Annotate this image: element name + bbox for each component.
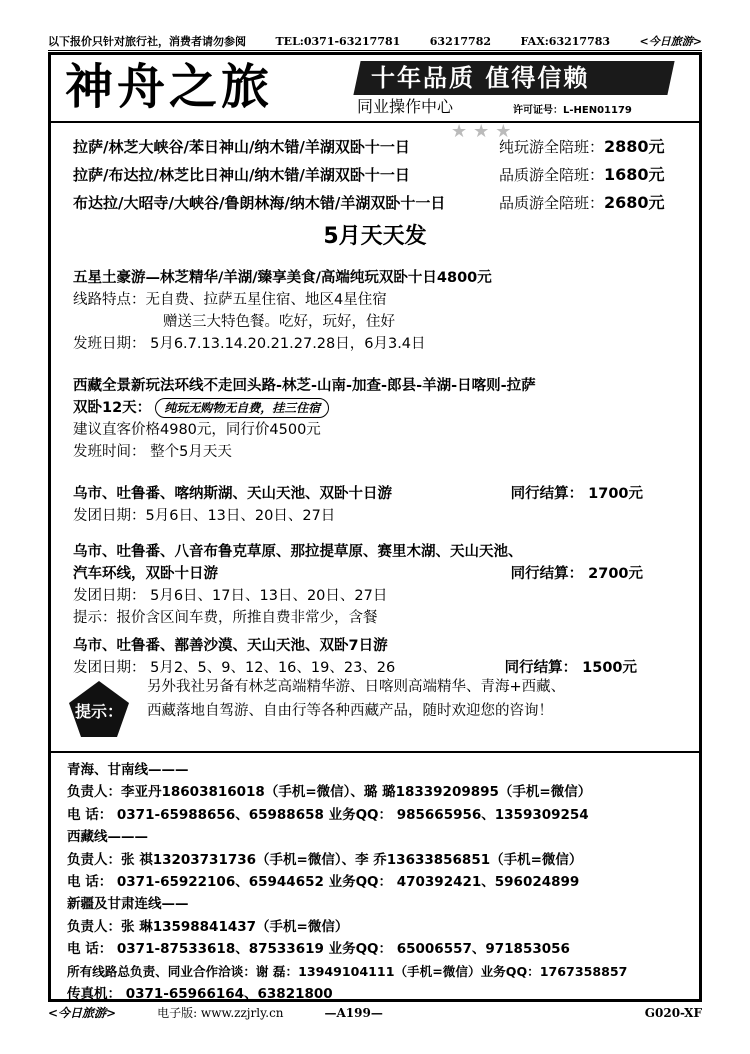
tel-text: TEL:0371-63217781: [275, 34, 401, 48]
xj2-dates: 发团日期： 5月6日、17日、13日、20日、27日: [73, 588, 388, 604]
notice-text: 以下报价只针对旅行社，消费者请勿参阅: [48, 35, 246, 48]
slogan-banner: [353, 61, 674, 95]
star-decoration-icon: ★★★: [451, 121, 518, 142]
loop-dates: 发班时间： 整个5月天天: [73, 444, 232, 460]
xinjiang-tour-1: [73, 483, 683, 527]
loop-badge: 纯玩无购物无自费，挂三住宿: [155, 398, 329, 418]
luxury-tour: [73, 267, 683, 355]
tip-box: [67, 673, 687, 747]
contact-line: 西藏线———: [67, 829, 148, 846]
license-number: 许可证号：L-HEN01179: [513, 105, 632, 116]
xj2-tip: 提示：报价含区间车费，所推自费非常少，含餐: [73, 610, 378, 626]
luxury-feature: 线路特点：无自费、拉萨五星住宿、地区4星住宿: [73, 292, 387, 308]
top-bar: [48, 32, 702, 51]
tip-line: 另外我社另备有林芝高端精华游、日喀则高端精华、青海+西藏、: [147, 679, 566, 695]
loop-price: 建议直客价格4980元，同行价4500元: [73, 422, 321, 438]
footer: [48, 1004, 702, 1021]
tip-line: 西藏落地自驾游、自由行等各种西藏产品，随时欢迎您的咨询！: [147, 703, 553, 719]
footer-site: 电子版: www.zzjrly.cn: [157, 1006, 284, 1020]
contact-line: 电 话： 0371-65988656、65988658 业务QQ： 985665956、1359309254: [67, 806, 589, 823]
loop-title-2: 双卧12天：: [73, 400, 152, 416]
tibet-routes: [73, 133, 683, 217]
tip-text: [147, 675, 687, 723]
operation-center: 同业操作中心: [357, 97, 454, 116]
xinjiang-tour-2: [73, 541, 683, 629]
luxury-dates: 发班日期： 5月6.7.13.14.20.21.27.28日，6月3.4日: [73, 336, 426, 352]
contact-line: 负责人：李亚丹18603816018（手机=微信）、璐 璐18339209895（手机=微信）: [67, 784, 592, 801]
slogan-text: 十年品质 值得信赖: [371, 64, 590, 92]
luxury-feature-2: 赠送三大特色餐。吃好，玩好，住好: [163, 314, 395, 330]
route-name: 拉萨/布达拉/林芝比日神山/纳木错/羊湖双卧十一日: [73, 166, 410, 184]
contact-line: 新疆及甘肃连线——: [67, 896, 189, 913]
publication-brand: <今日旅游>: [639, 35, 702, 48]
xj1-title: 乌市、吐鲁番、喀纳斯湖、天山天池、双卧十日游: [73, 486, 392, 502]
xj1-price: 同行结算： 1700元: [510, 486, 643, 502]
xj2-price: 同行结算： 2700元: [510, 566, 643, 582]
fax-text: FAX:63217783: [520, 34, 611, 48]
route-name: 拉萨/林芝大峡谷/苯日神山/纳木错/羊湖双卧十一日: [73, 138, 410, 156]
route-price: 纯玩游全陪班：2880元: [499, 137, 665, 156]
contact-line: 电 话： 0371-65922106、65944652 业务QQ： 470392421、596024899: [67, 874, 580, 891]
xj2-title-2: 汽车环线，双卧十日游: [73, 566, 218, 582]
xj3-dates: 发团日期： 5月2、5、9、12、16、19、23、26: [73, 660, 396, 676]
xj3-price: 同行结算： 1500元: [504, 660, 637, 676]
tel2-text: 63217782: [429, 34, 492, 48]
contact-line: 青海、甘南线———: [67, 762, 189, 778]
tip-label: 提示：: [74, 702, 124, 721]
route-name: 布达拉/大昭寺/大峡谷/鲁朗林海/纳木错/羊湖双卧十一日: [73, 194, 446, 212]
contact-list: [67, 759, 692, 1005]
contact-line: 负责人：张 琳13598841437（手机=微信）: [67, 918, 349, 935]
route-row: [73, 161, 683, 189]
xj1-dates: 发团日期：5月6日、13日、20日、27日: [73, 508, 336, 524]
xj2-title: 乌市、吐鲁番、八音布鲁克草原、那拉提草原、赛里木湖、天山天池、: [73, 544, 523, 560]
header: [51, 55, 699, 123]
loop-title: 西藏全景新玩法环线不走回头路-林芝-山南-加查-郎县-羊湖-日喀则-拉萨: [73, 378, 536, 394]
contact-line: 电 话： 0371-87533618、87533619 业务QQ： 65006557、971853056: [67, 941, 570, 958]
route-row: [73, 133, 683, 161]
route-price: 品质游全陪班：2680元: [499, 193, 665, 212]
route-row: [73, 189, 683, 217]
contact-line: 负责人：张 祺13203731736（手机=微信）、李 乔13633856851（手机=微信）: [67, 851, 583, 868]
loop-tour: [73, 375, 683, 463]
footer-brand: <今日旅游>: [48, 1006, 117, 1020]
brand-name: 神舟之旅: [65, 59, 274, 115]
luxury-title: 五星土豪游—林芝精华/羊湖/臻享美食/高端纯玩双卧十日4800元: [73, 270, 492, 286]
advert-frame: [48, 52, 702, 1002]
contact-line: 传真机： 0371-65966164、63821800: [67, 986, 333, 1003]
daily-departure: 5月天天发: [323, 224, 427, 249]
tip-pentagon-icon: [67, 679, 131, 739]
divider: [51, 751, 699, 753]
xj3-title: 乌市、吐鲁番、鄯善沙漠、天山天池、双卧7日游: [73, 638, 388, 654]
contact-line: 所有线路总负责、同业合作洽谈：谢 磊：13949104111（手机=微信）业务QQ：1767358857: [67, 963, 628, 979]
page-number: —A199—: [324, 1005, 383, 1020]
page-code: G020-XF: [644, 1005, 702, 1020]
route-price: 品质游全陪班：1680元: [499, 165, 665, 184]
